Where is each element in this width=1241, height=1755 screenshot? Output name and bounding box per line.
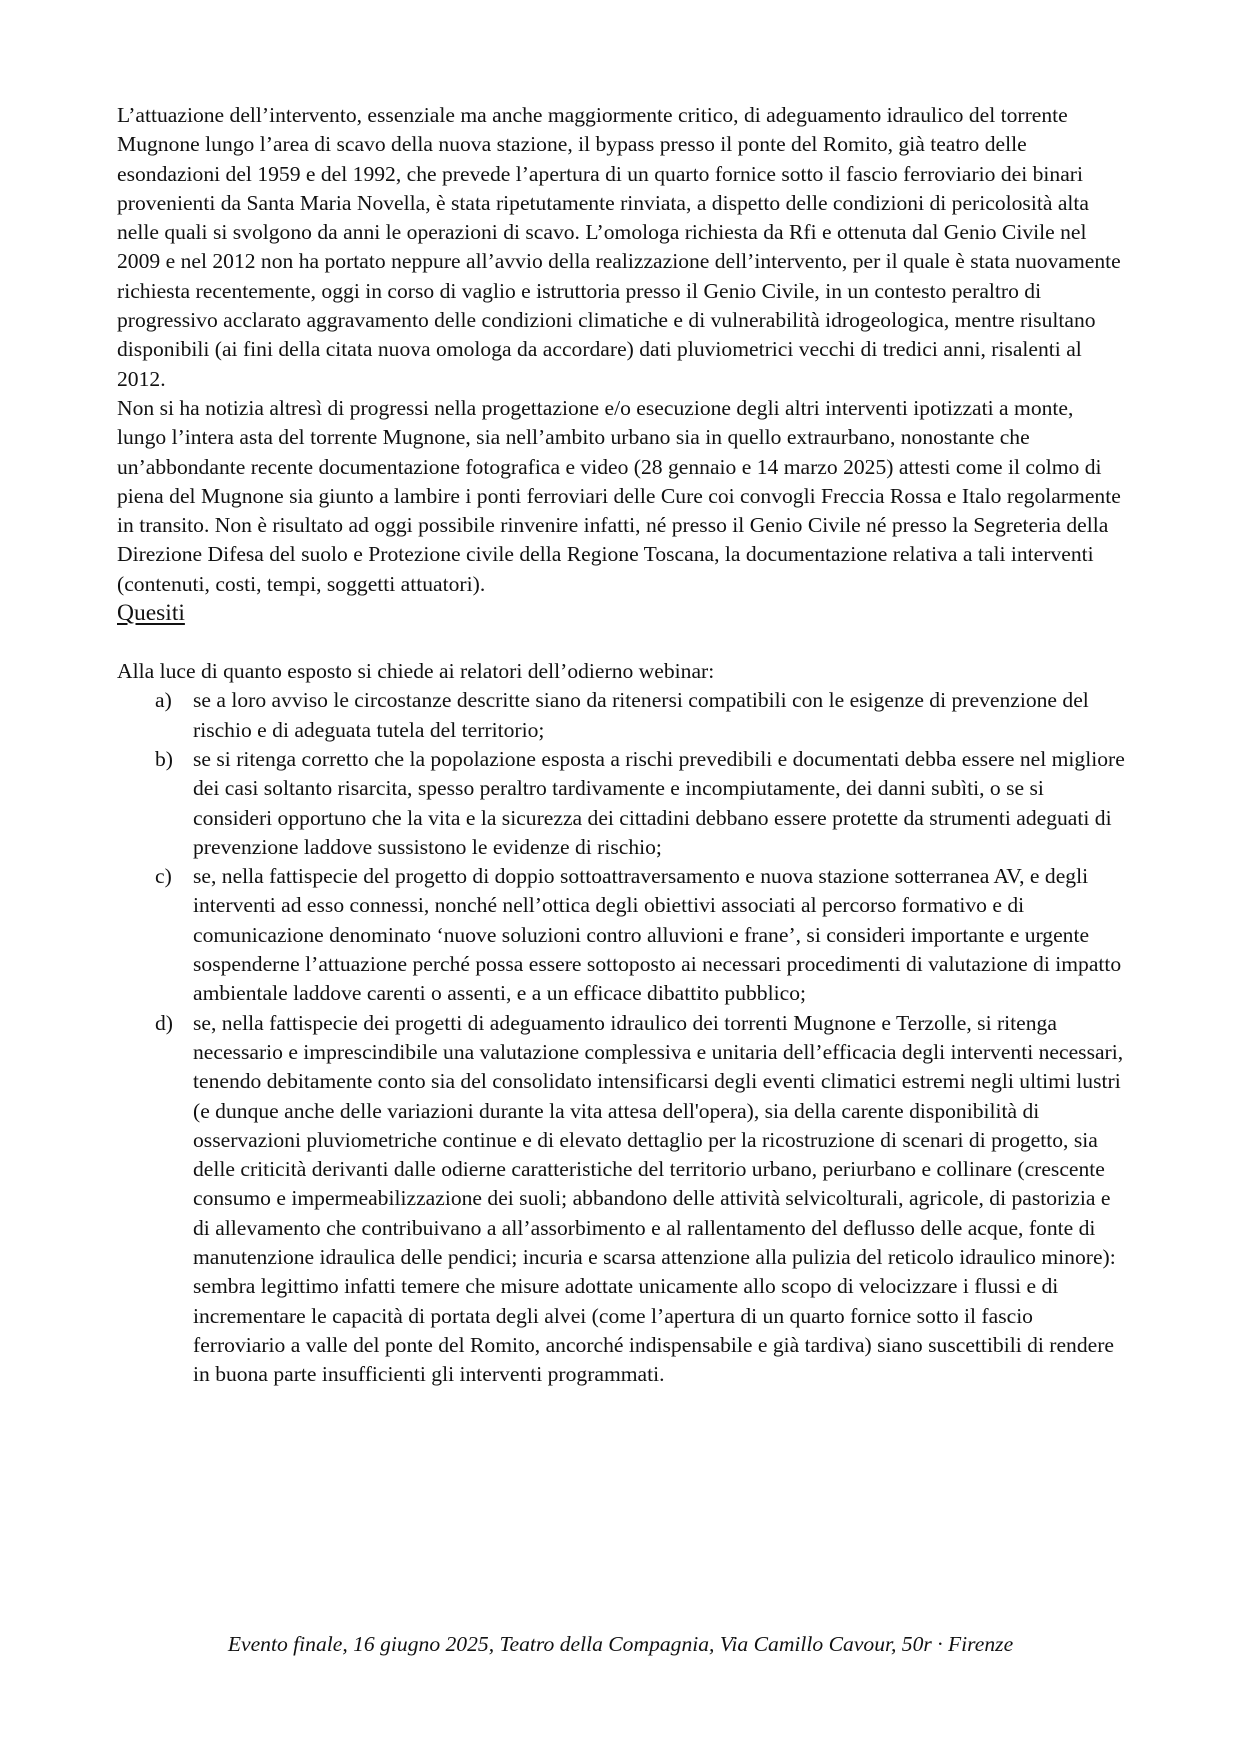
question-item-a xyxy=(117,686,1127,745)
question-text: se a loro avviso le circostanze descritte siano da ritenersi compatibili con le esigenze di prevenzione del rischio e di adeguata tutela del territorio; xyxy=(193,688,1089,742)
list-marker: c) xyxy=(155,864,172,889)
list-marker: d) xyxy=(155,1010,173,1035)
paragraph-mugnone-bypass: L’attuazione dell’intervento, essenziale ma anche maggiormente critico, di adeguamento idraulico del torrente Mugnone lungo l’area di scavo della nuova stazione, il bypass presso il ponte del Romito, già teatro delle esondazioni del 1959 e del 1992, che prevede l’apertura di un quarto fornice sotto il fascio ferroviario dei binari provenienti da Santa Maria Novella, è stata ripetutamente rinviata, a dispetto delle condizioni di pericolosità alta nelle quali si svolgono da anni le operazioni di scavo. L’omologa richiesta da Rfi e ottenuta dal Genio Civile nel 2009 e nel 2012 non ha portato neppure all’avvio della realizzazione dell’intervento, per il quale è stata nuovamente richiesta recentemente, oggi in corso di vaglio e istruttoria presso il Genio Civile, in un contesto peraltro di progressivo acclarato aggravamento delle condizioni climatiche e di vulnerabilità idrogeologica, mentre risultano disponibili (ai fini della citata nuova omologa da accordare) dati pluviometrici vecchi di tredici anni, risalenti al 2012. xyxy=(117,103,1121,391)
question-text: se, nella fattispecie del progetto di doppio sottoattraversamento e nuova stazione sotterranea AV, e degli interventi ad esso connessi, nonché nell’ottica degli obiettivi associati al percorso formativo e di comunicazione denominato ‘nuove soluzioni contro alluvioni e frane’, si consideri importante e urgente sospenderne l’attuazione perché possa essere sottoposto ai necessari procedimenti di valutazione di impatto ambientale laddove carenti o assenti, e a un efficace dibattito pubblico; xyxy=(193,864,1122,1006)
list-marker: a) xyxy=(155,688,172,713)
document-body xyxy=(117,101,1127,1389)
question-text: se, nella fattispecie dei progetti di adeguamento idraulico dei torrenti Mugnone e Terzolle, si ritenga necessario e imprescindibile una valutazione complessiva e unitaria dell’efficacia degli interventi necessari, tenendo debitamente conto sia del consolidato intensificarsi degli eventi climatici estremi negli ultimi lustri (e dunque anche delle variazioni durante la vita attesa dell'opera), sia della carente disponibilità di osservazioni pluviometriche continue e di elevato dettaglio per la ricostruzione di scenari di progetto, sia delle criticità derivanti dalle odierne caratteristiche del territorio urbano, periurbano e collinare (crescente consumo e impermeabilizzazione dei suoli; abbandono delle attività selvicolturali, agricole, di pastorizia e di allevamento che contribuivano a all’assorbimento e al rallentamento del deflusso delle acque, fonte di manutenzione idraulica delle pendici; incuria e scarsa attenzione alla pulizia del reticolo idraulico minore): sembra legittimo infatti temere che misure adottate unicamente allo scopo di velocizzare i flussi e di incrementare le capacità di portata degli alvei (come l’apertura di un quarto fornice sotto il fascio ferroviario a valle del ponte del Romito, ancorché indispensabile e già tardiva) siano suscettibili di rendere in buona parte insufficienti gli interventi programmati. xyxy=(193,1010,1124,1387)
question-list xyxy=(117,686,1127,1389)
question-item-d xyxy=(117,1009,1127,1390)
section-intro: Alla luce di quanto esposto si chiede ai relatori dell’odierno webinar: xyxy=(117,659,715,684)
question-text: se si ritenga corretto che la popolazione esposta a rischi prevedibili e documentati debba essere nel migliore dei casi soltanto risarcita, spesso peraltro tardivamente e incompiutamente, dei danni subìti, o se si consideri opportuno che la vita e la sicurezza dei cittadini debbano essere protette da strumenti adeguati di prevenzione laddove sussistono le evidenze di rischio; xyxy=(193,746,1125,859)
paragraph-upstream-interventions: Non si ha notizia altresì di progressi nella progettazione e/o esecuzione degli altri interventi ipotizzati a monte, lungo l’intera asta del torrente Mugnone, sia nell’ambito urbano sia in quello extraurbano, nonostante che un’abbondante recente documentazione fotografica e video (28 gennaio e 14 marzo 2025) attesti come il colmo di piena del Mugnone sia giunto a lambire i ponti ferroviari delle Cure coi convogli Freccia Rossa e Italo regolarmente in transito. Non è risultato ad oggi possibile rinvenire infatti, né presso il Genio Civile né presso la Segreteria della Direzione Difesa del suolo e Protezione civile della Regione Toscana, la documentazione relativa a tali interventi (contenuti, costi, tempi, soggetti attuatori). xyxy=(117,395,1121,596)
section-heading: Quesiti xyxy=(117,600,185,627)
list-marker: b) xyxy=(155,746,173,771)
question-item-b xyxy=(117,745,1127,862)
page-footer: Evento finale, 16 giugno 2025, Teatro della Compagnia, Via Camillo Cavour, 50r · Firenze xyxy=(227,1632,1014,1656)
question-item-c xyxy=(117,862,1127,1008)
